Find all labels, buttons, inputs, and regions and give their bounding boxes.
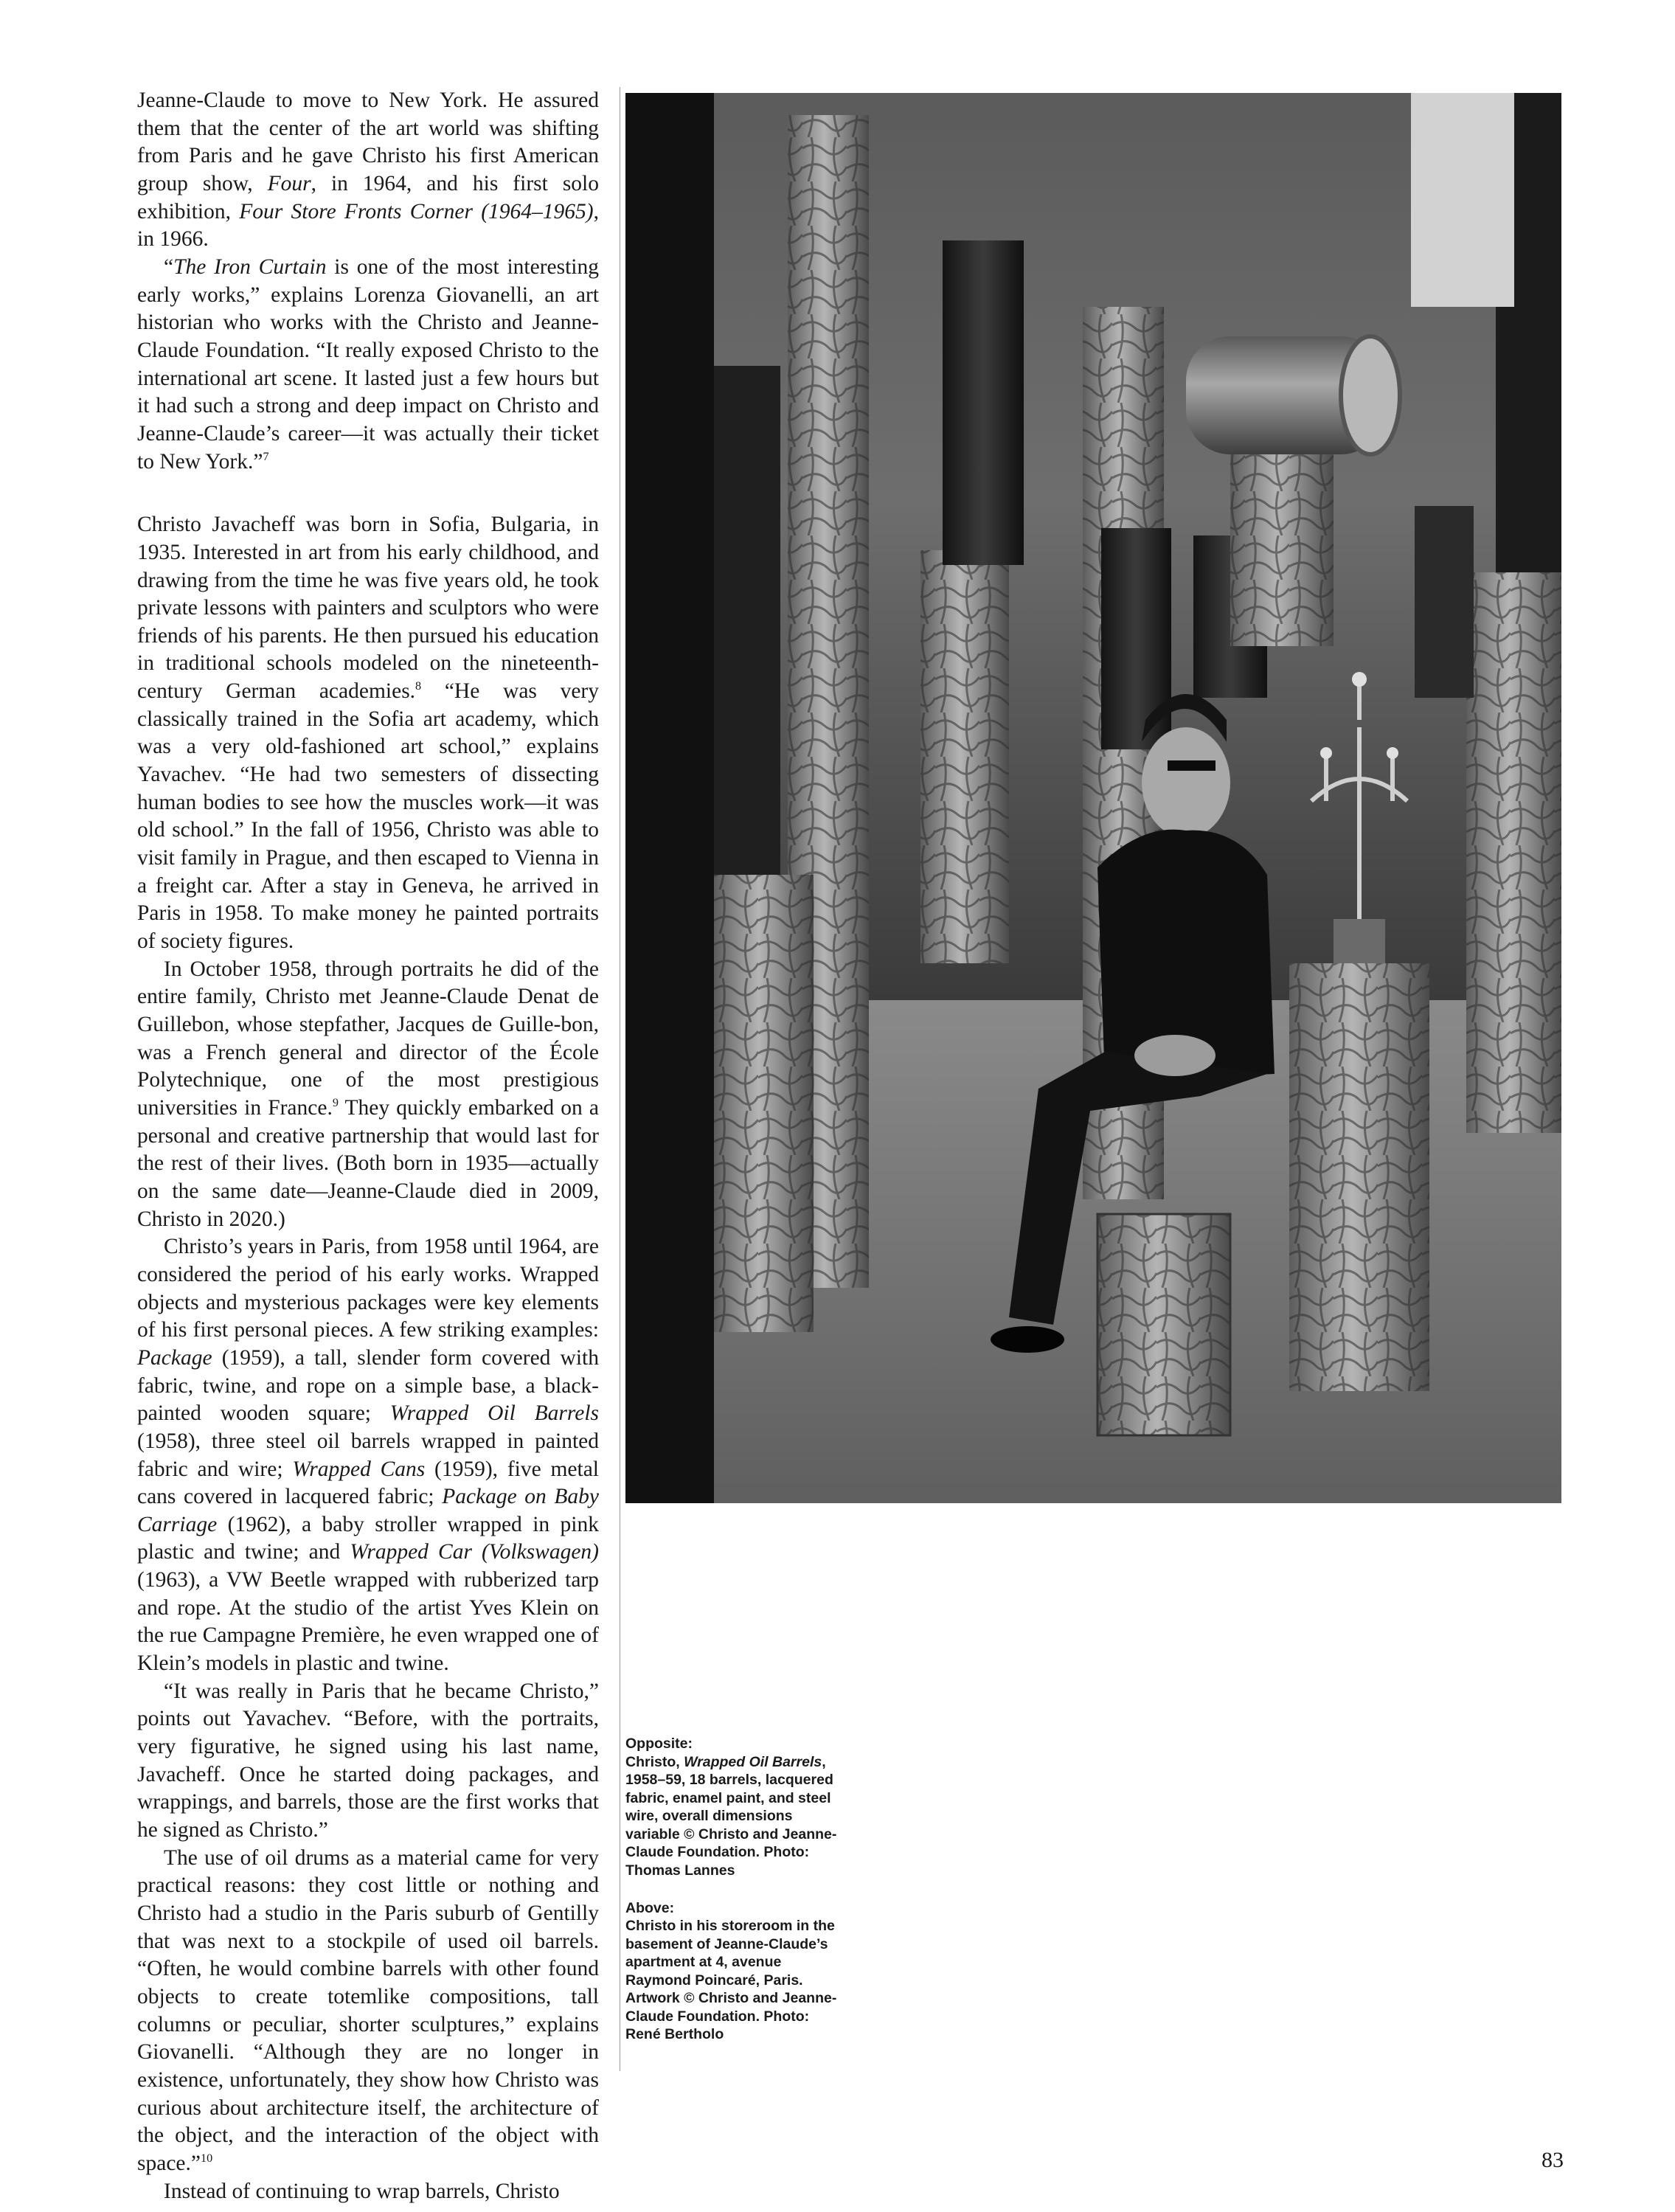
footnote-marker: 7 <box>263 449 269 463</box>
caption-text: Christo, Wrapped Oil Barrels, 1958–59, 18 barrels, lacquered fabric, enamel paint, and steel wire, overall dimensions variable © Christo and Jeanne-Claude Foundation. Photo: Thomas Lannes <box>625 1753 837 1879</box>
caption-heading: Opposite: <box>625 1736 693 1752</box>
caption-above <box>625 1899 847 2045</box>
photo-captions <box>625 1735 847 2044</box>
article-paragraph: Instead of continuing to wrap barrels, Christo <box>164 2179 560 2203</box>
article-paragraph: “It was really in Paris that he became Christo,” points out Yavachev. “Before, with the portraits, very figurative, he signed using his last name, Javacheff. Once he started doing packages, and wrappings, and barrels, those are the first works that he signed as Christo.” <box>137 1679 599 1842</box>
footnote-marker: 10 <box>200 2152 213 2166</box>
caption-opposite <box>625 1735 847 1880</box>
caption-heading: Above: <box>625 1899 675 1916</box>
article-paragraph: The use of oil drums as a material came for very practical reasons: they cost little or nothing and Christo had a studio in the Paris suburb of Gentilly that was next to a stockpile of used oil barrels. “Often, he would combine barrels with other found objects to create totemlike compositions, tall columns or peculiar, shorter sculptures,” explains Giovanelli. “Although they are no longer in existence, unfortunately, they show how Christo was curious about architecture itself, the architecture of the object, and the interaction of the object with space.”$^{10}$ <box>137 1845 599 2175</box>
storeroom-photograph <box>625 93 1561 1503</box>
page-number: 83 <box>1542 2148 1564 2172</box>
article-paragraph: Christo Javacheff was born in Sofia, Bulgaria, in 1935. Interested in art from his early childhood, and drawing from the time he was five years old, he took private lessons with painters and sculptors who were friends of his parents. He then pursued his education in traditional schools modeled on the nineteenth-century German academies.$^8$ “He was very classically trained in the Sofia art academy, which was a very old-fashioned art school,” explains Yavachev. “He had two semesters of dissecting human bodies to see how the muscles work—it was old school.” In the fall of 1956, Christo was able to visit family in Prague, and then escaped to Vienna in a freight car. After a stay in Geneva, he arrived in Paris in 1958. To make money he painted portraits of society figures. <box>137 513 599 954</box>
article-paragraph: Christo’s years in Paris, from 1958 until 1964, are considered the period of his early works. Wrapped objects and mysterious packages were key elements of his first personal pieces. A few striking examples: Package (1959), a tall, slender form covered with fabric, twine, and rope on a simple base, a black-painted wooden square; Wrapped Oil Barrels (1958), three steel oil barrels wrapped in painted fabric and wire; Wrapped Cans (1959), five metal cans covered in lacquered fabric; Package on Baby Carriage (1962), a baby stroller wrapped in pink plastic and twine; and Wrapped Car (Volkswagen) (1963), a VW Beetle wrapped with rubberized tarp and rope. At the studio of the artist Yves Klein on the rue Campagne Première, he even wrapped one of Klein’s models in plastic and twine. <box>137 1235 599 1676</box>
footnote-marker: 8 <box>415 679 422 693</box>
article-text-column <box>137 87 599 2205</box>
footnote-marker: 9 <box>332 1096 339 1110</box>
caption-text: Christo in his storeroom in the basement of Jeanne-Claude’s apartment at 4, avenue Raymond Poincaré, Paris. Artwork © Christo and Jeanne-Claude Foundation. Photo: René Bertholo <box>625 1918 837 2043</box>
article-paragraph: Jeanne-Claude to move to New York. He assured them that the center of the art world was shifting from Paris and he gave Christo his first American group show, Four, in 1964, and his first solo exhibition, Four Store Fronts Corner (1964–1965), in 1966. <box>137 89 599 252</box>
article-paragraph: In October 1958, through portraits he did of the entire family, Christo met Jeanne-Claude Denat de Guillebon, whose stepfather, Jacques de Guille-bon, was a French general and director of the École Polytechnique, one of the most prestigious universities in France.$^9$ They quickly embarked on a personal and creative partnership that would last for the rest of their lives. (Both born in 1935—actually on the same date—Jeanne-Claude died in 2009, Christo in 2020.) <box>137 957 599 1231</box>
article-paragraph: “The Iron Curtain is one of the most interesting early works,” explains Lorenza Giovanelli, an art historian who works with the Christo and Jeanne-Claude Foundation. “It really exposed Christo to the international art scene. It lasted just a few hours but it had such a strong and deep impact on Christo and Jeanne-Claude’s career—it was actually their ticket to New York.”$^7$ <box>137 254 600 474</box>
